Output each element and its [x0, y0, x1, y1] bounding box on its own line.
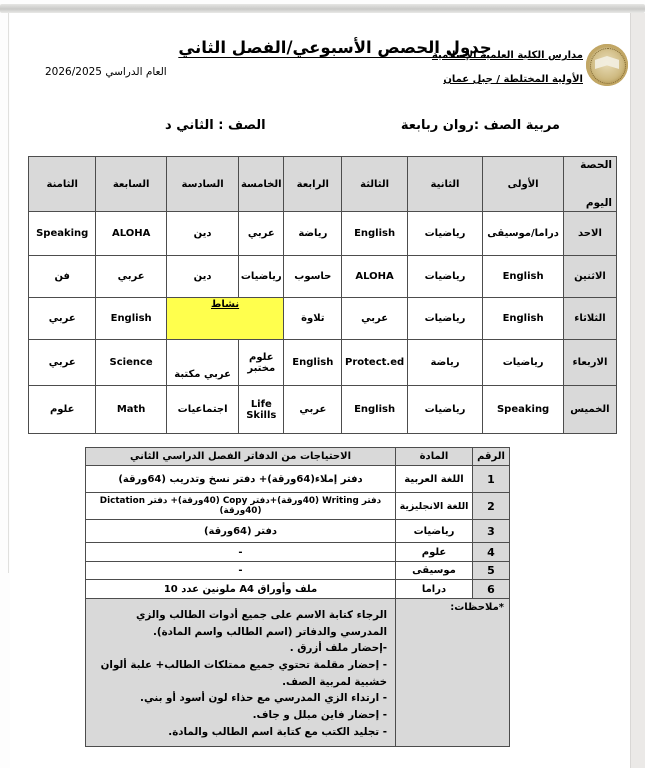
needs-header-needs: الاحتياجات من الدفاتر الفصل الدراسي الثاني	[86, 448, 396, 466]
row-needs: دفتر (64ورقة)	[86, 520, 396, 543]
schedule-cell: علوم	[29, 386, 96, 434]
row-needs: -	[86, 543, 396, 562]
schedule-cell: عربي مكتبة	[166, 340, 238, 386]
school-name-line2: الأولية المختلطة / جبل عمان	[443, 74, 583, 85]
row-number: 6	[473, 580, 510, 599]
row-needs: ملف وأوراق A4 ملونين عدد 10	[86, 580, 396, 599]
schedule-cell: Protect.ed	[342, 340, 407, 386]
period-header-6: السادسة	[166, 157, 238, 212]
schedule-header-row	[29, 157, 617, 212]
schedule-cell: رياضيات	[407, 298, 483, 340]
needs-row	[86, 580, 510, 599]
photo-top-edge	[0, 4, 645, 13]
period-header-8: الثامنة	[29, 157, 96, 212]
schedule-cell: علوم مختبر	[239, 340, 284, 386]
schedule-cell: ALOHA	[342, 256, 407, 298]
day-label: الاربعاء	[563, 340, 616, 386]
schedule-row-tuesday	[29, 298, 617, 340]
schedule-cell: رياضيات	[239, 256, 284, 298]
schedule-cell: Math	[96, 386, 166, 434]
needs-row	[86, 562, 510, 580]
schedule-cell: Speaking	[29, 212, 96, 256]
schedule-cell: English	[483, 298, 564, 340]
schedule-row-sunday	[29, 212, 617, 256]
day-label: الاثنين	[563, 256, 616, 298]
period-header-5: الخامسة	[239, 157, 284, 212]
row-needs: -	[86, 562, 396, 580]
row-number: 4	[473, 543, 510, 562]
schedule-cell: دين	[166, 212, 238, 256]
schedule-cell: رياضيات	[407, 212, 483, 256]
schedule-cell: حاسوب	[284, 256, 342, 298]
needs-row	[86, 543, 510, 562]
schedule-cell: تلاوة	[284, 298, 342, 340]
photo-left-edge	[8, 13, 9, 573]
schedule-cell: دين	[166, 256, 238, 298]
needs-row	[86, 493, 510, 520]
note-line: - ارتداء الزي المدرسي مع حذاء لون أسود أو بني.	[140, 692, 387, 705]
needs-header-subject: المادة	[396, 448, 473, 466]
row-subject: اللغة العربية	[396, 466, 473, 493]
schedule-cell: عربي	[342, 298, 407, 340]
notes-row	[86, 599, 510, 747]
schedule-cell: Life Skills	[239, 386, 284, 434]
schedule-row-thursday	[29, 386, 617, 434]
schedule-cell: رياضة	[407, 340, 483, 386]
note-line: الرجاء كتابة الاسم على جميع أدوات الطالب والزي المدرسي والدفاتر (اسم الطالب واسم المادة).	[135, 609, 387, 638]
row-subject: دراما	[396, 580, 473, 599]
period-header-4: الرابعة	[284, 157, 342, 212]
schedule-cell: رياضة	[284, 212, 342, 256]
schedule-cell: عربي	[96, 256, 166, 298]
schedule-cell: English	[96, 298, 166, 340]
notes-content	[86, 599, 396, 747]
needs-header-row	[86, 448, 510, 466]
row-number: 5	[473, 562, 510, 580]
schedule-cell: فن	[29, 256, 96, 298]
notebook-needs-table	[85, 447, 510, 747]
schedule-row-wednesday	[29, 340, 617, 386]
page-title: جدول الحصص الأسبوعي/الفصل الثاني	[178, 38, 492, 57]
row-needs: دفتر إملاء(64ورقة)+ دفتر نسخ وتدريب (64ورقة)	[86, 466, 396, 493]
note-line: - إحضار مقلمة تحتوي جميع ممتلكات الطالب+ علبة ألوان خشبية لمربية الصف.	[100, 659, 387, 688]
note-line: -إحضار ملف أزرق .	[289, 642, 387, 655]
row-needs: دفتر Writing (40ورقة)+دفتر Copy (40ورقة)+ دفتر Dictation (40ورقة)	[86, 493, 396, 520]
activity-label: نشاط	[211, 299, 240, 310]
corner-cell	[563, 157, 616, 212]
schedule-cell: English	[483, 256, 564, 298]
photo-right-edge	[630, 13, 645, 768]
schedule-cell: عربي	[29, 340, 96, 386]
schedule-row-monday	[29, 256, 617, 298]
row-number: 3	[473, 520, 510, 543]
schedule-cell: ALOHA	[96, 212, 166, 256]
schedule-cell: عربي	[284, 386, 342, 434]
period-header-2: الثانية	[407, 157, 483, 212]
schedule-cell: رياضيات	[483, 340, 564, 386]
note-line: - إحضار فاين مبلل و جاف.	[252, 709, 387, 722]
schedule-cell: عربي	[239, 212, 284, 256]
row-subject: رياضيات	[396, 520, 473, 543]
day-label: الاحد	[563, 212, 616, 256]
period-header-7: السابعة	[96, 157, 166, 212]
weekly-schedule-table	[28, 156, 617, 434]
schedule-cell: رياضيات	[407, 256, 483, 298]
schedule-cell: English	[342, 212, 407, 256]
schedule-cell: English	[284, 340, 342, 386]
schedule-cell: رياضيات	[407, 386, 483, 434]
grade-label: الصف : الثاني د	[165, 118, 266, 133]
schedule-cell: دراما/موسيقى	[483, 212, 564, 256]
day-label: الخميس	[563, 386, 616, 434]
period-header-1: الأولى	[483, 157, 564, 212]
academic-year: العام الدراسي 2026/2025	[45, 66, 167, 78]
row-subject: موسيقى	[396, 562, 473, 580]
needs-header-number: الرقم	[473, 448, 510, 466]
needs-row	[86, 466, 510, 493]
row-subject: علوم	[396, 543, 473, 562]
class-teacher: مربية الصف :روان ربابعة	[400, 118, 560, 133]
row-subject: اللغة الانجليزية	[396, 493, 473, 520]
corner-period-label: الحصة	[580, 159, 612, 171]
corner-day-label: اليوم	[585, 197, 612, 209]
schedule-cell: Speaking	[483, 386, 564, 434]
row-number: 1	[473, 466, 510, 493]
note-line: - تجليد الكتب مع كتابة اسم الطالب والمادة.	[168, 725, 387, 738]
school-name-line1: مدارس الكلية العلمية الإسلامية	[431, 50, 583, 61]
needs-row	[86, 520, 510, 543]
day-label: الثلاثاء	[563, 298, 616, 340]
notes-label: *ملاحظات:	[396, 599, 510, 747]
schedule-cell: English	[342, 386, 407, 434]
period-header-3: الثالثة	[342, 157, 407, 212]
row-number: 2	[473, 493, 510, 520]
schedule-cell: اجتماعيات	[166, 386, 238, 434]
activity-highlight-cell	[166, 298, 283, 340]
schedule-cell: Science	[96, 340, 166, 386]
schedule-cell: عربي	[29, 298, 96, 340]
school-logo	[586, 44, 628, 86]
